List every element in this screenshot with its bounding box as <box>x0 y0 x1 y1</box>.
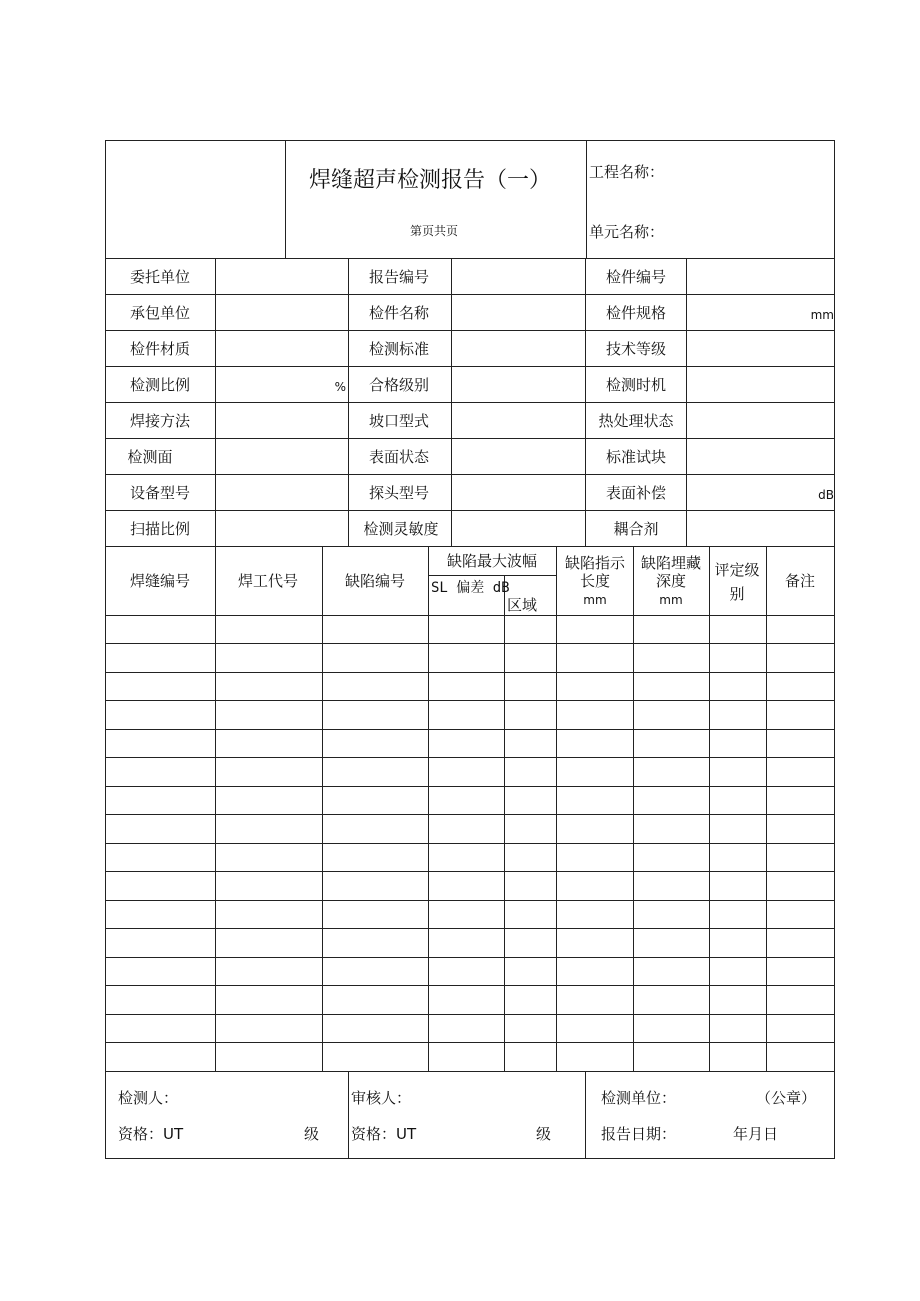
rule <box>766 546 767 1071</box>
seal-label: （公章） <box>756 1089 817 1107</box>
label-probe-model: 探头型号 <box>368 484 430 502</box>
rule <box>686 258 687 546</box>
label-scan-ratio: 扫描比例 <box>129 520 191 538</box>
rule <box>586 141 587 258</box>
col-depth-unit: mm <box>659 593 683 607</box>
rule <box>215 546 216 1071</box>
unit-mm: mm <box>810 308 834 322</box>
col-defect-no: 缺陷编号 <box>344 572 406 590</box>
label-surface-state: 表面状态 <box>368 448 430 466</box>
label-part-spec: 检件规格 <box>605 304 667 322</box>
label-report-no: 报告编号 <box>368 268 430 286</box>
inspector-label: 检测人： <box>118 1089 179 1107</box>
label-couplant: 耦合剂 <box>613 520 659 538</box>
col-grade-line2: 别 <box>729 585 745 603</box>
label-material: 检件材质 <box>129 340 191 358</box>
reviewer-qualification: 资格：UT <box>351 1125 417 1143</box>
col-length-line1: 缺陷指示 <box>564 554 626 572</box>
col-welder-code: 焊工代号 <box>237 572 299 590</box>
org-label: 检测单位： <box>601 1089 677 1107</box>
report-form <box>105 140 835 1159</box>
label-accept-level: 合格级别 <box>368 376 430 394</box>
rule <box>348 258 349 546</box>
label-ratio: 检测比例 <box>129 376 191 394</box>
page-title: 焊缝超声检测报告（一） <box>308 168 552 193</box>
report-date-label: 报告日期： <box>601 1125 677 1143</box>
label-heat-treat: 热处理状态 <box>598 412 674 430</box>
label-tech-level: 技术等级 <box>605 340 667 358</box>
rule <box>215 258 216 546</box>
unit-percent: % <box>334 380 346 394</box>
col-zone: 区域 <box>506 596 538 614</box>
rule <box>428 546 429 1071</box>
label-part-no: 检件编号 <box>605 268 667 286</box>
label-standard: 检测标准 <box>368 340 430 358</box>
label-test-surface: 检测面 <box>127 448 173 466</box>
col-length-line2: 长度 <box>579 572 611 590</box>
label-sensitivity: 检测灵敏度 <box>363 520 439 538</box>
rule <box>428 575 556 576</box>
label-ref-block: 标准试块 <box>605 448 667 466</box>
inspector-qualification: 资格：UT <box>118 1125 184 1143</box>
label-device-model: 设备型号 <box>129 484 191 502</box>
project-name-label: 工程名称： <box>589 163 665 181</box>
label-weld-method: 焊接方法 <box>129 412 191 430</box>
rule <box>504 575 505 1071</box>
rule <box>585 258 586 546</box>
rule <box>633 546 634 1071</box>
col-length-unit: mm <box>583 593 607 607</box>
col-sl-deviation: SL 偏差 dB <box>431 580 510 596</box>
label-client: 委托单位 <box>129 268 191 286</box>
rule <box>285 141 286 258</box>
col-grade-line1: 评定级 <box>714 561 760 579</box>
label-contractor: 承包单位 <box>129 304 191 322</box>
col-depth-line1: 缺陷埋藏 <box>640 554 702 572</box>
col-depth-line2: 深度 <box>655 572 687 590</box>
label-groove: 坡口型式 <box>368 412 430 430</box>
rule <box>585 1071 586 1158</box>
rule <box>322 546 323 1071</box>
unit-name-label: 单元名称： <box>589 223 665 241</box>
col-remark: 备注 <box>784 572 816 590</box>
unit-db: dB <box>818 488 834 502</box>
reviewer-level: 级 <box>536 1125 552 1143</box>
page-info: 第页共页 <box>409 224 459 238</box>
label-part-name: 检件名称 <box>368 304 430 322</box>
col-max-amplitude: 缺陷最大波幅 <box>446 552 538 570</box>
inspector-level: 级 <box>304 1125 320 1143</box>
rule <box>709 546 710 1071</box>
report-date-format: 年月日 <box>733 1125 779 1143</box>
rule <box>556 546 557 1071</box>
col-weld-no: 焊缝编号 <box>129 572 191 590</box>
rule <box>106 1071 834 1072</box>
label-surface-comp: 表面补偿 <box>605 484 667 502</box>
label-timing: 检测时机 <box>605 376 667 394</box>
rule <box>348 1071 349 1158</box>
rule <box>451 258 452 546</box>
reviewer-label: 审核人： <box>351 1089 412 1107</box>
